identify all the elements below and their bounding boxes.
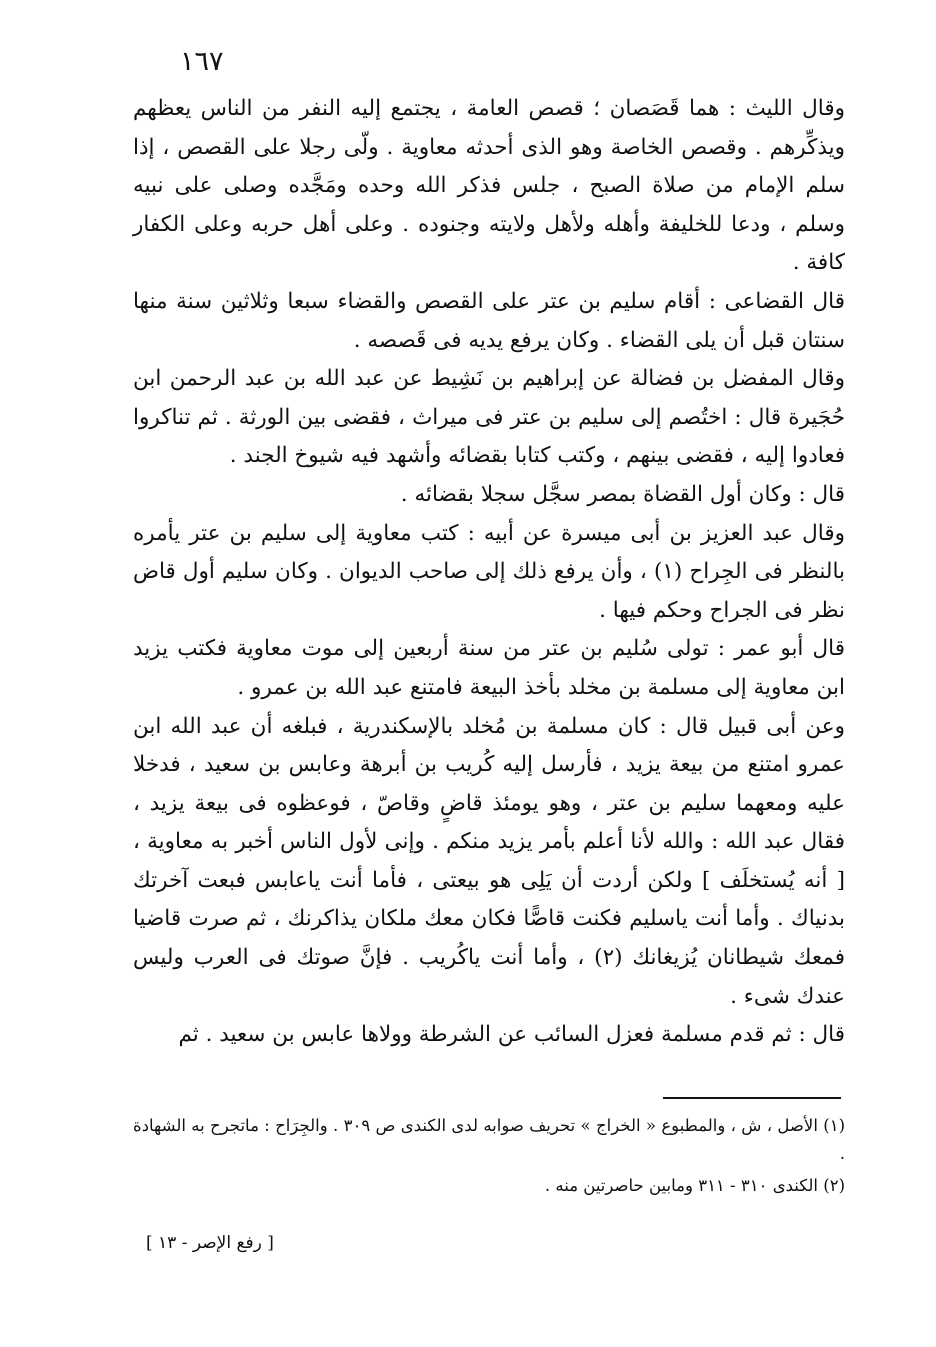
footnote-divider [663, 1097, 841, 1099]
paragraph: قال : وكان أول القضاة بمصر سجَّل سجلا بقضائه . [400, 481, 845, 507]
footnote: (١) الأصل ، ش ، والمطبوع « الخراج » تحريف صوابه لدى الكندى ص ٣٠٩ . والجِرَاح : ماتجرح به الشهادة . [133, 1116, 845, 1163]
page-number: ١٦٧ [180, 46, 224, 77]
paragraph: قال : ثم قدم مسلمة فعزل السائب عن الشرطة وولاها عابس بن سعيد . ثم [178, 1022, 845, 1048]
paragraph: وقال المفضل بن فضالة عن إبراهيم بن نَشِيط عن عبد الله بن عبد الرحمن ابن حُجَيرة قال : اختُصم إلى سليم بن عتر فى ميراث ، فقضى بين الورثة . ثم تناكروا فعادوا إليه ، فقضى بينهم ، وكتب كتابا بقضائه وأشهد فيه شيوخ الجند . [133, 366, 845, 469]
paragraph: وقال عبد العزيز بن أبى ميسرة عن أبيه : كتب معاوية إلى سليم بن عتر يأمره بالنظر فى الجِراح (١) ، وأن يرفع ذلك إلى صاحب الديوان . وكان سليم أول قاض نظر فى الجراح وحكم فيها . [133, 520, 845, 623]
paragraph: قال القضاعى : أقام سليم بن عتر على القصص والقضاء سبعا وثلاثين سنة منها سنتان قبل أن يلى القضاء . وكان يرفع يديه فى قَصصه . [133, 288, 845, 353]
signature-mark: [ رفع الإصر - ١٣ ] [146, 1233, 274, 1253]
paragraph: وعن أبى قبيل قال : كان مسلمة بن مُخلد بالإسكندرية ، فبلغه أن عبد الله ابن عمرو امتنع من بيعة يزيد ، فأرسل إليه كُريب بن أبرهة وعابس بن سعيد ، فدخلا عليه ومعهما سليم بن عتر ، وهو يومئذ قاضٍ وقاصّ ، فوعظوه فى بيعة يزيد ، فقال عبد الله : والله لأنا أعلم بأمر يزيد منكم . وإنى لأول الناس أخبر به معاوية ، [ أنه يُستخلَف ] ولكن أردت أن يَلِى هو بيعتى ، فأما أنت ياعابس فبعت آخرتك بدنياك . وأما أنت ياسليم فكنت قاصًّا فكان معك ملكان يذاكرنك ، ثم صرت قاضيا فمعك شيطانان يُزيغانك (٢) ، وأما أنت ياكُريب . فإنَّ صوتك فى العرب وليس عندك شىء . [133, 713, 845, 1009]
footnote: (٢) الكندى ٣١٠ - ٣١١ ومابين حاصرتين منه . [544, 1176, 845, 1195]
paragraph: قال أبو عمر : تولى سُليم بن عتر من سنة أربعين إلى موت معاوية فكتب يزيد ابن معاوية إلى مسلمة بن مخلد بأخذ البيعة فامتنع عبد الله بن عمرو . [133, 636, 845, 700]
main-text [133, 90, 845, 1055]
footnotes [133, 1112, 845, 1204]
paragraph: وقال الليث : هما قَصَصان ؛ قصص العامة ، يجتمع إليه النفر من الناس يعظهم ويذكِّرهم . وقصص الخاصة وهو الذى أحدثه معاوية . ولّى رجلا على القصص ، إذا سلم الإمام من صلاة الصبح ، جلس فذكر الله وحده ومَجَّده وصلى على نبيه وسلم ، ودعا للخليفة وأهله ولأهل ولايته وجنوده . وعلى أهل حربه وعلى الكفار كافة . [133, 96, 845, 276]
